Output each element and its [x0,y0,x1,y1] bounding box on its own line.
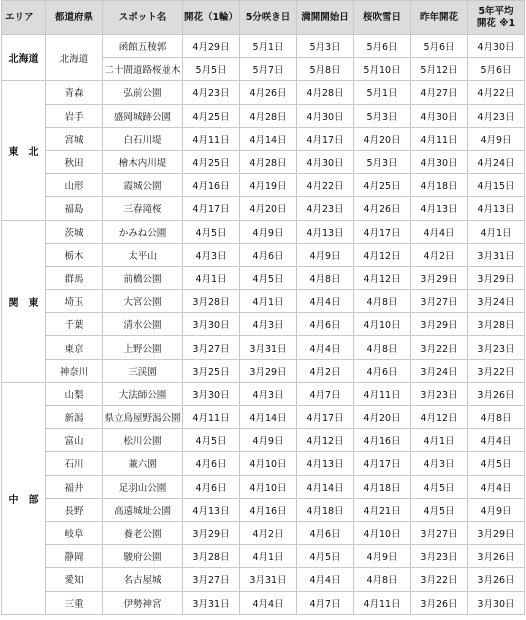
petal-fall-cell: 4月20日 [354,406,411,429]
five-year-avg-cell: 4月9日 [468,498,525,521]
table-row [2,35,525,58]
last-year-cell: 4月11日 [411,127,468,150]
half-bloom-cell: 4月9日 [240,220,297,243]
sakura-forecast-table [1,0,525,615]
last-year-cell: 3月23日 [411,382,468,405]
table-row [2,498,525,521]
five-year-avg-cell: 3月29日 [468,521,525,544]
first-bloom-cell: 4月5日 [183,220,240,243]
first-bloom-cell: 3月30日 [183,382,240,405]
full-bloom-cell: 4月13日 [297,220,354,243]
table-row [2,475,525,498]
first-bloom-cell: 4月1日 [183,266,240,289]
petal-fall-cell: 4月17日 [354,452,411,475]
spot-cell: 松川公園 [103,429,183,452]
spot-cell: 前橋公園 [103,266,183,289]
table-row [2,127,525,150]
full-bloom-cell: 4月5日 [297,545,354,568]
prefecture-cell: 神奈川 [46,359,103,382]
spot-cell: 名古屋城 [103,568,183,591]
prefecture-cell: 愛知 [46,568,103,591]
table-row [2,429,525,452]
five-year-avg-cell: 3月28日 [468,313,525,336]
half-bloom-cell: 4月1日 [240,290,297,313]
table-row [2,313,525,336]
prefecture-cell: 富山 [46,429,103,452]
spot-cell: 太平山 [103,243,183,266]
last-year-cell: 4月30日 [411,104,468,127]
spot-cell: 霞城公園 [103,174,183,197]
last-year-cell: 4月12日 [411,406,468,429]
five-year-avg-cell: 5月6日 [468,58,525,81]
table-row [2,220,525,243]
area-cell [2,220,46,382]
full-bloom-cell: 4月30日 [297,104,354,127]
five-year-avg-cell: 4月24日 [468,150,525,173]
table-row [2,568,525,591]
prefecture-cell: 千葉 [46,313,103,336]
five-year-avg-cell: 3月29日 [468,266,525,289]
last-year-cell: 4月3日 [411,452,468,475]
area-label: 関 東 [8,297,39,309]
half-bloom-cell: 4月26日 [240,81,297,104]
full-bloom-cell: 4月17日 [297,406,354,429]
table-row [2,359,525,382]
full-bloom-cell: 4月12日 [297,429,354,452]
petal-fall-cell: 4月11日 [354,591,411,614]
full-bloom-cell: 4月30日 [297,150,354,173]
table-row [2,81,525,104]
five-year-avg-cell: 3月26日 [468,568,525,591]
header-first-bloom: 開花（1輪） [183,1,240,35]
full-bloom-cell: 4月2日 [297,359,354,382]
petal-fall-cell: 5月3日 [354,150,411,173]
five-year-avg-cell: 4月15日 [468,174,525,197]
first-bloom-cell: 3月31日 [183,591,240,614]
spot-cell: 弘前公園 [103,81,183,104]
header-five-year-avg-line2: 開花 ※1 [476,17,516,29]
petal-fall-cell: 4月12日 [354,243,411,266]
last-year-cell: 3月29日 [411,313,468,336]
area-label: 中 部 [8,494,39,506]
full-bloom-cell: 4月22日 [297,174,354,197]
table-row [2,290,525,313]
five-year-avg-cell: 3月22日 [468,359,525,382]
header-full-bloom: 満開開始日 [297,1,354,35]
area-label: 東 北 [8,146,39,158]
prefecture-cell: 石川 [46,452,103,475]
full-bloom-cell: 4月4日 [297,568,354,591]
first-bloom-cell: 3月25日 [183,359,240,382]
last-year-cell: 3月26日 [411,591,468,614]
petal-fall-cell: 5月6日 [354,35,411,58]
petal-fall-cell: 4月20日 [354,127,411,150]
full-bloom-cell: 4月4日 [297,290,354,313]
five-year-avg-cell: 3月26日 [468,382,525,405]
petal-fall-cell: 4月11日 [354,382,411,405]
five-year-avg-cell: 4月4日 [468,475,525,498]
full-bloom-cell: 4月13日 [297,452,354,475]
prefecture-cell: 北海道 [46,35,103,81]
five-year-avg-cell: 4月22日 [468,81,525,104]
last-year-cell: 3月22日 [411,336,468,359]
half-bloom-cell: 4月1日 [240,545,297,568]
full-bloom-cell: 4月6日 [297,521,354,544]
half-bloom-cell: 4月16日 [240,498,297,521]
petal-fall-cell: 5月3日 [354,104,411,127]
area-cell [2,81,46,220]
full-bloom-cell: 4月8日 [297,266,354,289]
half-bloom-cell: 4月6日 [240,243,297,266]
half-bloom-cell: 4月9日 [240,429,297,452]
last-year-cell: 4月4日 [411,220,468,243]
five-year-avg-cell: 3月24日 [468,290,525,313]
half-bloom-cell: 3月29日 [240,359,297,382]
last-year-cell: 4月2日 [411,243,468,266]
last-year-cell: 3月27日 [411,290,468,313]
first-bloom-cell: 4月6日 [183,452,240,475]
first-bloom-cell: 4月23日 [183,81,240,104]
spot-cell: 養老公園 [103,521,183,544]
prefecture-cell: 福井 [46,475,103,498]
petal-fall-cell: 4月8日 [354,336,411,359]
petal-fall-cell: 4月18日 [354,475,411,498]
header-half-bloom: 5分咲き日 [240,1,297,35]
spot-cell: 檜木内川堤 [103,150,183,173]
table-row [2,336,525,359]
last-year-cell: 4月5日 [411,475,468,498]
prefecture-cell: 栃木 [46,243,103,266]
header-petal-fall: 桜吹雪日 [354,1,411,35]
half-bloom-cell: 4月14日 [240,406,297,429]
prefecture-cell: 静岡 [46,545,103,568]
first-bloom-cell: 4月29日 [183,35,240,58]
prefecture-cell: 青森 [46,81,103,104]
five-year-avg-cell: 3月31日 [468,243,525,266]
spot-cell: かみね公園 [103,220,183,243]
five-year-avg-cell: 4月5日 [468,452,525,475]
table-row [2,452,525,475]
first-bloom-cell: 4月11日 [183,406,240,429]
first-bloom-cell: 3月28日 [183,290,240,313]
first-bloom-cell: 4月25日 [183,104,240,127]
prefecture-cell: 群馬 [46,266,103,289]
five-year-avg-cell: 4月23日 [468,104,525,127]
last-year-cell: 3月29日 [411,266,468,289]
prefecture-cell: 三重 [46,591,103,614]
prefecture-cell: 秋田 [46,150,103,173]
spot-cell: 白石川堤 [103,127,183,150]
half-bloom-cell: 4月10日 [240,452,297,475]
prefecture-cell: 長野 [46,498,103,521]
full-bloom-cell: 4月14日 [297,475,354,498]
petal-fall-cell: 4月8日 [354,568,411,591]
table-row [2,266,525,289]
petal-fall-cell: 4月10日 [354,521,411,544]
prefecture-cell: 埼玉 [46,290,103,313]
area-cell [2,382,46,614]
half-bloom-cell: 4月5日 [240,266,297,289]
half-bloom-cell: 4月2日 [240,521,297,544]
header-area: エリア [2,1,46,35]
first-bloom-cell: 4月17日 [183,197,240,220]
full-bloom-cell: 4月18日 [297,498,354,521]
half-bloom-cell: 5月7日 [240,58,297,81]
petal-fall-cell: 4月9日 [354,545,411,568]
half-bloom-cell: 3月31日 [240,568,297,591]
header-spot: スポット名 [103,1,183,35]
half-bloom-cell: 4月10日 [240,475,297,498]
first-bloom-cell: 3月27日 [183,336,240,359]
first-bloom-cell: 4月13日 [183,498,240,521]
first-bloom-cell: 3月29日 [183,521,240,544]
table-row [2,174,525,197]
full-bloom-cell: 4月9日 [297,243,354,266]
spot-cell: 盛岡城跡公園 [103,104,183,127]
half-bloom-cell: 4月3日 [240,382,297,405]
full-bloom-cell: 5月3日 [297,35,354,58]
last-year-cell: 4月30日 [411,150,468,173]
first-bloom-cell: 4月11日 [183,127,240,150]
prefecture-cell: 岐阜 [46,521,103,544]
table-row [2,197,525,220]
petal-fall-cell: 4月8日 [354,290,411,313]
first-bloom-cell: 3月28日 [183,545,240,568]
half-bloom-cell: 5月1日 [240,35,297,58]
first-bloom-cell: 3月30日 [183,313,240,336]
five-year-avg-cell: 3月30日 [468,591,525,614]
table-row [2,243,525,266]
prefecture-cell: 茨城 [46,220,103,243]
full-bloom-cell: 4月23日 [297,197,354,220]
prefecture-cell: 山形 [46,174,103,197]
first-bloom-cell: 4月5日 [183,429,240,452]
last-year-cell: 4月27日 [411,81,468,104]
full-bloom-cell: 4月17日 [297,127,354,150]
half-bloom-cell: 4月14日 [240,127,297,150]
last-year-cell: 4月1日 [411,429,468,452]
spot-cell: 二十間道路桜並木 [103,58,183,81]
half-bloom-cell: 4月3日 [240,313,297,336]
full-bloom-cell: 5月8日 [297,58,354,81]
prefecture-cell: 東京 [46,336,103,359]
spot-cell: 大法師公園 [103,382,183,405]
spot-cell: 駿府公園 [103,545,183,568]
spot-cell: 三春滝桜 [103,197,183,220]
first-bloom-cell: 4月3日 [183,243,240,266]
full-bloom-cell: 4月28日 [297,81,354,104]
last-year-cell: 5月6日 [411,35,468,58]
spot-cell: 三渓園 [103,359,183,382]
five-year-avg-cell: 3月23日 [468,336,525,359]
last-year-cell: 4月18日 [411,174,468,197]
petal-fall-cell: 5月10日 [354,58,411,81]
half-bloom-cell: 3月31日 [240,336,297,359]
petal-fall-cell: 4月17日 [354,220,411,243]
header-row [2,1,525,35]
first-bloom-cell: 4月16日 [183,174,240,197]
header-five-year-avg-line1: 5年平均 [478,5,514,17]
full-bloom-cell: 4月6日 [297,313,354,336]
full-bloom-cell: 4月4日 [297,336,354,359]
first-bloom-cell: 3月27日 [183,568,240,591]
petal-fall-cell: 4月25日 [354,174,411,197]
table-row [2,521,525,544]
first-bloom-cell: 4月25日 [183,150,240,173]
spot-cell: 伊勢神宮 [103,591,183,614]
table-row [2,150,525,173]
last-year-cell: 4月13日 [411,197,468,220]
spot-cell: 函館五稜郭 [103,35,183,58]
petal-fall-cell: 5月1日 [354,81,411,104]
prefecture-cell: 新潟 [46,406,103,429]
prefecture-cell: 岩手 [46,104,103,127]
table-row [2,406,525,429]
half-bloom-cell: 4月28日 [240,104,297,127]
five-year-avg-cell: 4月30日 [468,35,525,58]
header-last-year: 昨年開花 [411,1,468,35]
table-row [2,382,525,405]
spot-cell: 高遠城址公園 [103,498,183,521]
spot-cell: 上野公園 [103,336,183,359]
table-body [2,35,525,615]
spot-cell: 足羽山公園 [103,475,183,498]
five-year-avg-cell: 4月13日 [468,197,525,220]
area-cell [2,35,46,81]
petal-fall-cell: 4月12日 [354,266,411,289]
last-year-cell: 4月5日 [411,498,468,521]
petal-fall-cell: 4月10日 [354,313,411,336]
spot-cell: 大宮公園 [103,290,183,313]
last-year-cell: 5月12日 [411,58,468,81]
petal-fall-cell: 4月16日 [354,429,411,452]
half-bloom-cell: 4月20日 [240,197,297,220]
petal-fall-cell: 4月21日 [354,498,411,521]
last-year-cell: 3月27日 [411,521,468,544]
half-bloom-cell: 4月28日 [240,150,297,173]
five-year-avg-cell: 3月26日 [468,545,525,568]
first-bloom-cell: 5月5日 [183,58,240,81]
spot-cell: 兼六園 [103,452,183,475]
half-bloom-cell: 4月4日 [240,591,297,614]
full-bloom-cell: 4月7日 [297,382,354,405]
last-year-cell: 3月24日 [411,359,468,382]
full-bloom-cell: 4月7日 [297,591,354,614]
header-prefecture: 都道府県 [46,1,103,35]
table-row [2,104,525,127]
petal-fall-cell: 4月6日 [354,359,411,382]
spot-cell: 清水公園 [103,313,183,336]
five-year-avg-cell: 4月4日 [468,429,525,452]
last-year-cell: 3月22日 [411,568,468,591]
prefecture-cell: 福島 [46,197,103,220]
spot-cell: 県立鳥屋野潟公園 [103,406,183,429]
prefecture-cell: 山梨 [46,382,103,405]
petal-fall-cell: 4月26日 [354,197,411,220]
area-label: 北海道 [8,54,39,66]
table-row [2,545,525,568]
five-year-avg-cell: 4月8日 [468,406,525,429]
first-bloom-cell: 4月6日 [183,475,240,498]
half-bloom-cell: 4月19日 [240,174,297,197]
header-five-year-avg [468,1,525,35]
five-year-avg-cell: 4月1日 [468,220,525,243]
five-year-avg-cell: 4月9日 [468,127,525,150]
prefecture-cell: 宮城 [46,127,103,150]
table-row [2,591,525,614]
last-year-cell: 3月23日 [411,545,468,568]
